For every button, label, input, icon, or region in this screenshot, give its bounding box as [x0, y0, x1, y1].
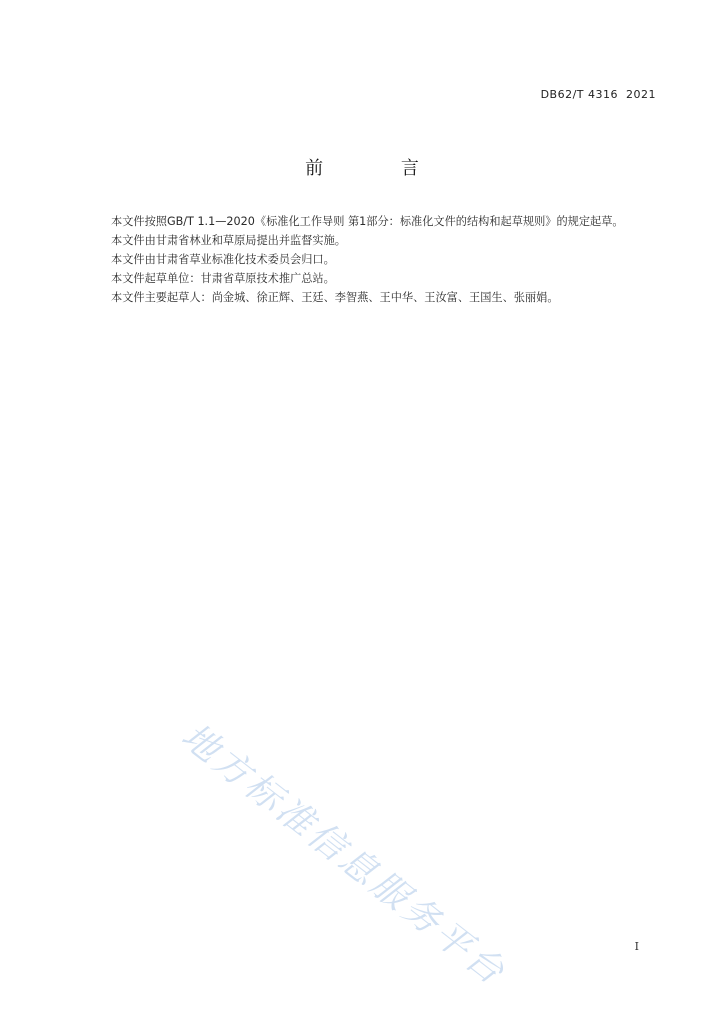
page-title: 前 言	[305, 158, 455, 179]
standard-code: DB62/T 4316 2021	[540, 88, 656, 101]
paragraph-drafting-unit: 本文件起草单位：甘肃省草原技术推广总站。	[111, 272, 335, 285]
page-number: I	[634, 940, 639, 953]
paragraph-drafting-rules: 本文件按照GB/T 1.1—2020《标准化工作导则 第1部分：标准化文件的结构和起草规则》的规定起草。	[111, 215, 624, 228]
paragraph-proposer: 本文件由甘肃省林业和草原局提出并监督实施。	[111, 234, 346, 247]
foreword-body	[87, 212, 657, 307]
watermark-text: 地方标准信息服务平台	[173, 715, 514, 995]
paragraph-responsible-committee: 本文件由甘肃省草业标准化技术委员会归口。	[111, 253, 335, 266]
paragraph-drafters: 本文件主要起草人：尚金城、徐正辉、王廷、李智燕、王中华、王汝富、王国生、张丽娟。	[111, 291, 559, 304]
